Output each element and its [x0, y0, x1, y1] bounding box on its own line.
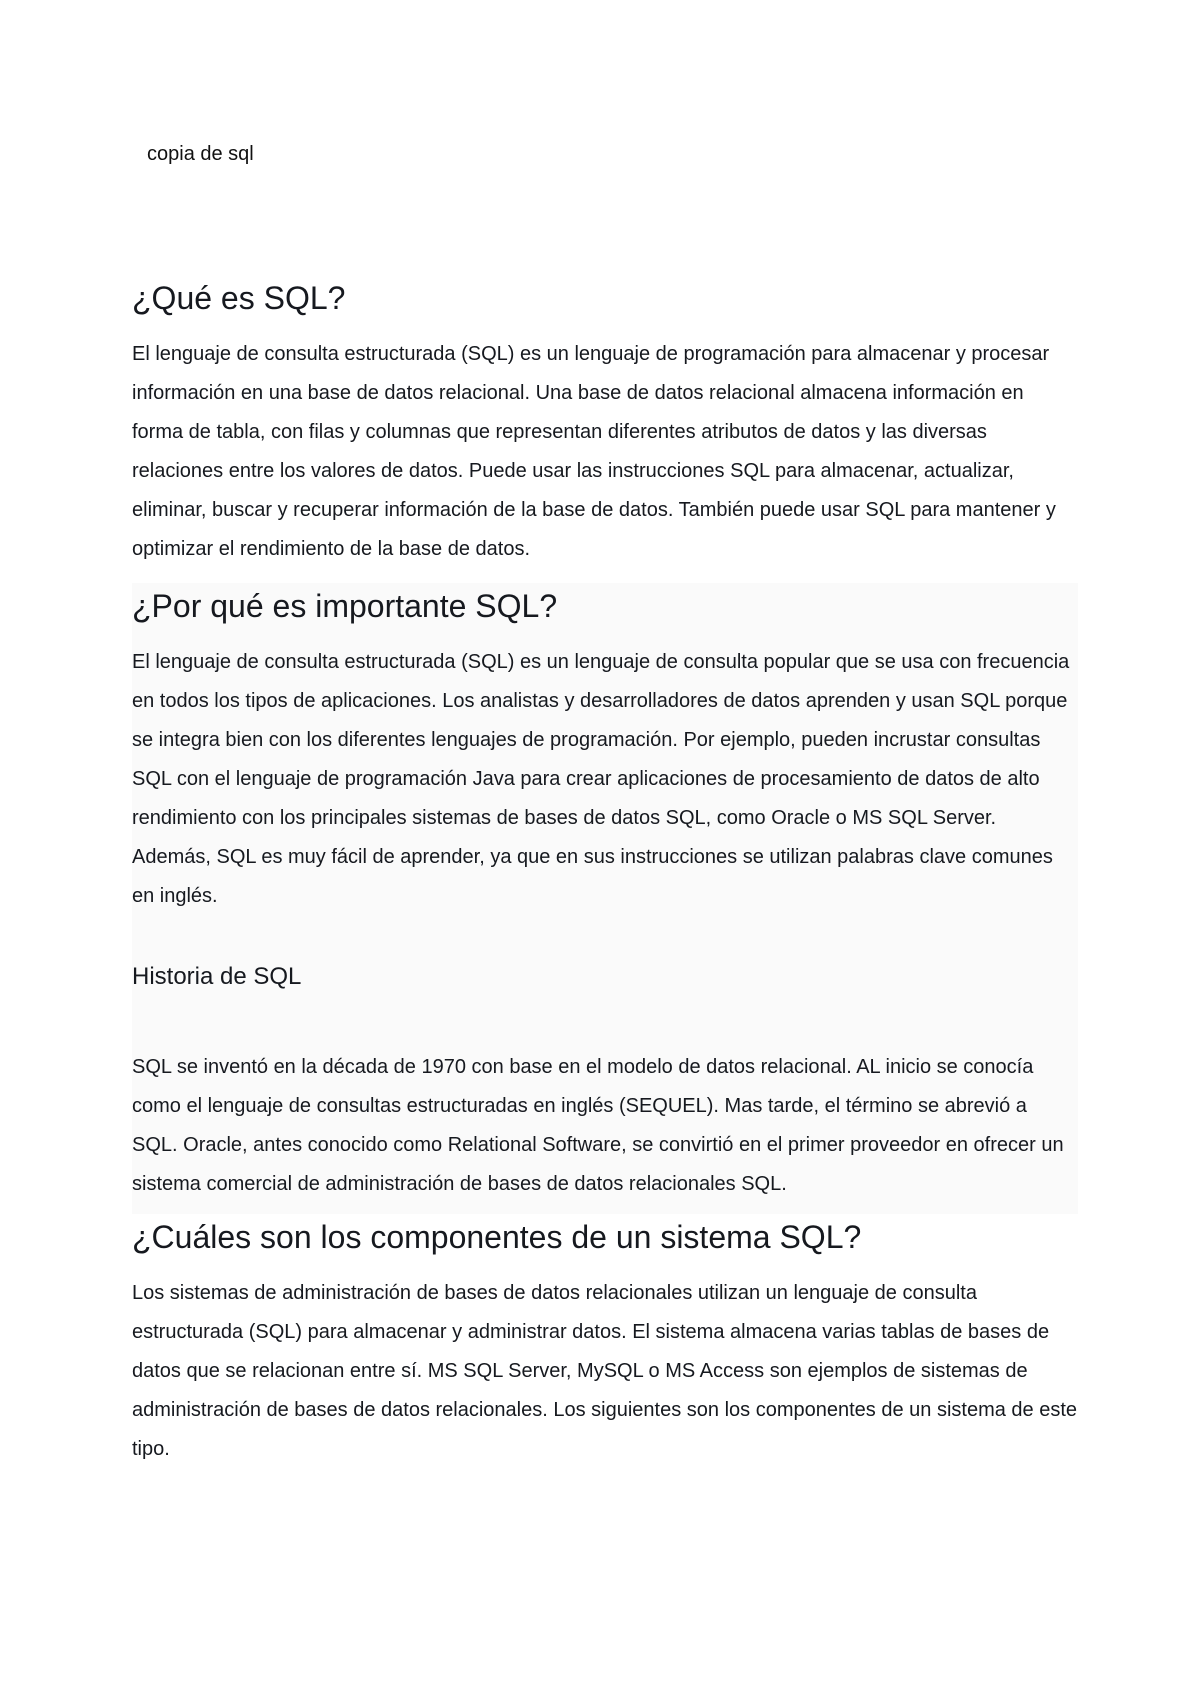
- section-what-is-sql: [132, 275, 1078, 569]
- section-paragraph: Los sistemas de administración de bases de datos relacionales utilizan un lenguaje de consulta estructurada (SQL) para almacenar y administrar datos. El sistema almacena varias tablas de bases de datos que se relacionan entre sí. MS SQL Server, MySQL o MS Access son ejemplos de sistemas de administración de bases de datos relacionales. Los siguientes son los componentes de un sistema de este tipo.: [132, 1282, 1078, 1460]
- document-body: [132, 275, 1078, 1469]
- section-heading: ¿Qué es SQL?: [132, 280, 346, 316]
- section-components: [132, 1214, 1078, 1469]
- section-history: [132, 960, 1078, 1204]
- section-heading: ¿Por qué es importante SQL?: [132, 588, 558, 624]
- section-heading: ¿Cuáles son los componentes de un sistema SQL?: [132, 1219, 862, 1255]
- document-header: copia de sql: [147, 143, 254, 165]
- highlighted-block: [132, 583, 1078, 1214]
- section-paragraph: El lenguaje de consulta estructurada (SQL) es un lenguaje de programación para almacenar y procesar información en una base de datos relacional. Una base de datos relacional almacena información en forma de tabla, con filas y columnas que representan diferentes atributos de datos y las diversas relaciones entre los valores de datos. Puede usar las instrucciones SQL para almacenar, actualizar, eliminar, buscar y recuperar información de la base de datos. También puede usar SQL para mantener y optimizar el rendimiento de la base de datos.: [132, 343, 1056, 560]
- section-paragraph: El lenguaje de consulta estructurada (SQL) es un lenguaje de consulta popular que se usa con frecuencia en todos los tipos de aplicaciones. Los analistas y desarrolladores de datos aprenden y usan SQL porque se integra bien con los diferentes lenguajes de programación. Por ejemplo, pueden incrustar consultas SQL con el lenguaje de programación Java para crear aplicaciones de procesamiento de datos de alto rendimiento con los principales sistemas de bases de datos SQL, como Oracle o MS SQL Server. Además, SQL es muy fácil de aprender, ya que en sus instrucciones se utilizan palabras clave comunes en inglés.: [132, 651, 1070, 907]
- section-paragraph: SQL se inventó en la década de 1970 con base en el modelo de datos relacional. AL inicio se conocía como el lenguaje de consultas estructuradas en inglés (SEQUEL). Mas tarde, el término se abrevió a SQL. Oracle, antes conocido como Relational Software, se convirtió en el primer proveedor en ofrecer un sistema comercial de administración de bases de datos relacionales SQL.: [132, 1056, 1064, 1195]
- section-why-important: [132, 583, 1078, 916]
- section-subheading: Historia de SQL: [132, 963, 302, 990]
